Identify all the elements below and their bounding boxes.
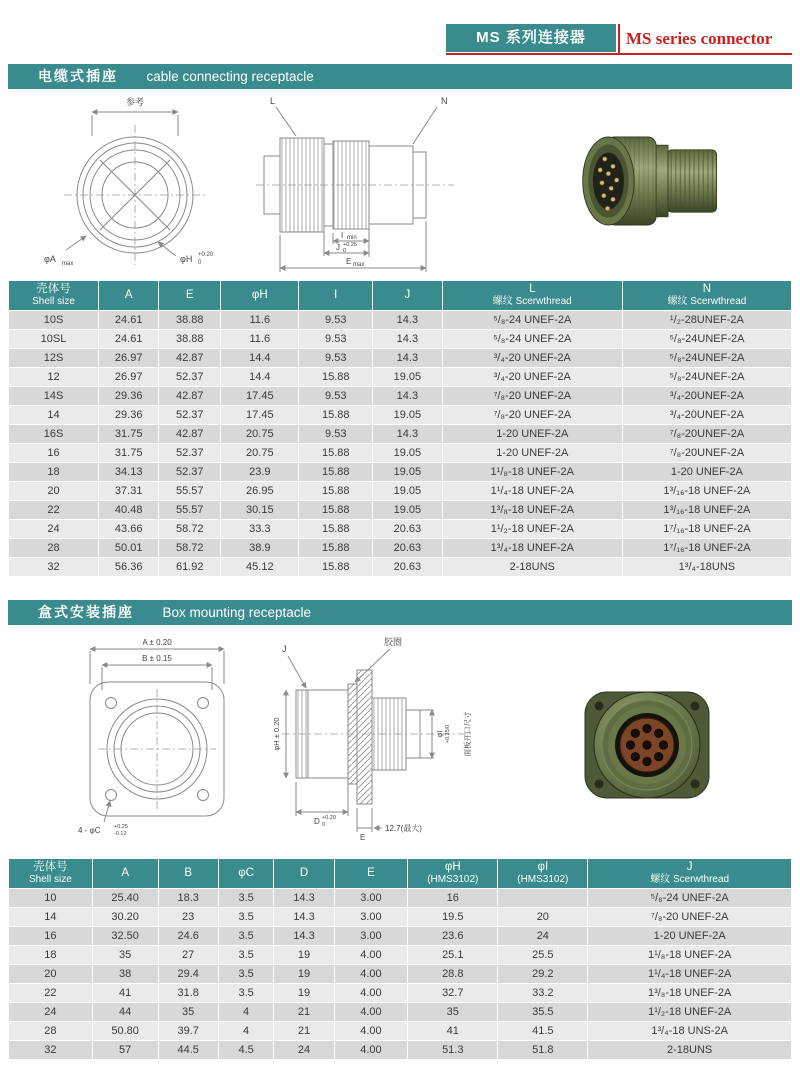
table-cell: 22 <box>9 984 93 1003</box>
table-cell: 41.5 <box>498 1022 588 1041</box>
table-cell: 29.36 <box>99 406 159 425</box>
table-cell: 32.50 <box>92 927 158 946</box>
dim-J-label: J <box>282 644 287 654</box>
table-row <box>9 311 792 330</box>
table-cell: 58.72 <box>159 539 221 558</box>
table-cell: 61.92 <box>159 558 221 577</box>
table-cell: 26.97 <box>99 368 159 387</box>
table-row <box>9 539 792 558</box>
column-header: φI (HMS3102) <box>498 859 588 889</box>
table-cell: 1¹/₄-18 UNEF-2A <box>588 965 792 984</box>
table-cell: 18 <box>9 946 93 965</box>
table-cell: 20.63 <box>373 539 443 558</box>
dim-B-label: B ± 0.15 <box>142 654 172 663</box>
table-cell: 52.37 <box>159 368 221 387</box>
table-cell: 51.3 <box>408 1041 498 1060</box>
table-cell: 26.95 <box>221 482 299 501</box>
table-cell: 2-18UNS <box>588 1041 792 1060</box>
table-cell: 25.1 <box>408 946 498 965</box>
table-cell: 2-18UNS <box>442 558 622 577</box>
table-cell: 3.5 <box>218 946 274 965</box>
table-cell: 14 <box>9 406 99 425</box>
column-header: J 螺纹 Scerwthread <box>588 859 792 889</box>
table-row <box>9 387 792 406</box>
box-side-geometry <box>282 649 472 832</box>
table-cell: ⁷/₈-20UNEF-2A <box>622 425 791 444</box>
table-cell: 20.75 <box>221 425 299 444</box>
dim-A-label: A ± 0.20 <box>142 638 172 647</box>
table-cell: 16 <box>408 889 498 908</box>
table-cell: 19.05 <box>373 463 443 482</box>
table-row <box>9 558 792 577</box>
table-cell: 31.8 <box>158 984 218 1003</box>
table-row <box>9 946 792 965</box>
table-cell: 55.57 <box>159 501 221 520</box>
table-cell: 17.45 <box>221 406 299 425</box>
table-row <box>9 1041 792 1060</box>
table-cell: 38.88 <box>159 330 221 349</box>
table-row <box>9 1022 792 1041</box>
dim-I-label: I <box>341 231 344 240</box>
table-cell: 1⁷/₁₆-18 UNEF-2A <box>622 539 791 558</box>
table-cell: 19.05 <box>373 444 443 463</box>
table-cell: ⁵/₈-24UNEF-2A <box>622 330 791 349</box>
dim-E-sub: max <box>353 262 365 268</box>
table-cell: 31.75 <box>99 425 159 444</box>
table-cell: 3.00 <box>334 908 408 927</box>
section-heading-cable <box>8 64 792 89</box>
table-cell: 12 <box>9 368 99 387</box>
table-cell: 56.36 <box>99 558 159 577</box>
table-cell: 18 <box>9 463 99 482</box>
table-cell: 19.05 <box>373 406 443 425</box>
connector-photo-receptacle <box>565 680 730 810</box>
table-cell: 14.3 <box>373 387 443 406</box>
table-cell: 14.3 <box>274 889 334 908</box>
table-cell: ³/₄-20UNEF-2A <box>622 406 791 425</box>
box-side-view-drawing <box>268 632 483 844</box>
dim-J-tol-bot: 0 <box>343 248 347 254</box>
table-cell: ⁷/₈-20 UNEF-2A <box>588 908 792 927</box>
table-cell: 9.53 <box>299 311 373 330</box>
table-cell: 1¹/₈-18 UNEF-2A <box>588 946 792 965</box>
table-row <box>9 501 792 520</box>
table-cell: 4.00 <box>334 1022 408 1041</box>
table-cell: 23.9 <box>221 463 299 482</box>
table-row <box>9 463 792 482</box>
table-cell: 10SL <box>9 330 99 349</box>
table-cell: 16 <box>9 927 93 946</box>
table-cell: 52.37 <box>159 444 221 463</box>
table-cell: 14.3 <box>274 927 334 946</box>
table-cell: 42.87 <box>159 387 221 406</box>
table-cell: 42.87 <box>159 425 221 444</box>
table-cell: 20.63 <box>373 558 443 577</box>
table-cell: 39.7 <box>158 1022 218 1041</box>
table-cell: 19.05 <box>373 368 443 387</box>
table-cell: 14.4 <box>221 368 299 387</box>
table-cell: 43.66 <box>99 520 159 539</box>
table-cell: 20.63 <box>373 520 443 539</box>
table-cell: 3.5 <box>218 927 274 946</box>
table-cell: 40.48 <box>99 501 159 520</box>
table-cell: 37.31 <box>99 482 159 501</box>
table-cell: 24.6 <box>158 927 218 946</box>
table-cell: 19 <box>274 984 334 1003</box>
table-cell: 29.36 <box>99 387 159 406</box>
table-cell: 34.13 <box>99 463 159 482</box>
dim-C-label: 4 - φC <box>78 826 101 835</box>
table-row <box>9 368 792 387</box>
cable-side-view-drawing <box>248 92 463 277</box>
dim-phiA-label: φA <box>44 254 56 264</box>
table-cell: 3.5 <box>218 965 274 984</box>
table-cell: 28.8 <box>408 965 498 984</box>
table-cell: 14.3 <box>373 311 443 330</box>
table-cell: 24.61 <box>99 330 159 349</box>
column-header: φC <box>218 859 274 889</box>
table-cell: 58.72 <box>159 520 221 539</box>
table-cell: 41 <box>408 1022 498 1041</box>
table-cell: 24 <box>274 1041 334 1060</box>
table-cell: ⁵/₈-24UNEF-2A <box>622 349 791 368</box>
table-row <box>9 406 792 425</box>
table-cell: 10S <box>9 311 99 330</box>
table-row <box>9 1003 792 1022</box>
table-cell: 3.5 <box>218 908 274 927</box>
dim-phiH-label: φH <box>180 254 193 264</box>
column-header: A <box>92 859 158 889</box>
page-title-zh: MS 系列连接器 <box>446 24 616 52</box>
table-cell: 4.00 <box>334 984 408 1003</box>
table-cell: 4.00 <box>334 965 408 984</box>
receptacle-sockets <box>626 724 668 766</box>
column-header: E <box>334 859 408 889</box>
header-row <box>9 281 792 311</box>
table-cell: 14.3 <box>373 425 443 444</box>
table-cell: 4 <box>218 1022 274 1041</box>
table-cell: 9.53 <box>299 425 373 444</box>
table-cell: 3.00 <box>334 889 408 908</box>
table-cell: 1³/₈-18 UNEF-2A <box>588 984 792 1003</box>
table-cell: 27 <box>158 946 218 965</box>
section-heading-box <box>8 600 792 625</box>
table-row <box>9 482 792 501</box>
dim-phiI-label: φI <box>435 730 444 738</box>
table-cell: 57 <box>92 1041 158 1060</box>
table-cell: 10 <box>9 889 93 908</box>
table-row <box>9 908 792 927</box>
table-cell: 4.00 <box>334 1003 408 1022</box>
table-cell: 15.88 <box>299 520 373 539</box>
table-cell: ⁷/₈-20UNEF-2A <box>622 444 791 463</box>
table-cell: 33.2 <box>498 984 588 1003</box>
column-header: B <box>158 859 218 889</box>
table-cell: 31.75 <box>99 444 159 463</box>
dim-I-sub: min <box>347 235 357 241</box>
table-cell: 24 <box>9 520 99 539</box>
column-header: 壳体号 Shell size <box>9 859 93 889</box>
table-cell: 26.97 <box>99 349 159 368</box>
table-cell: 3.5 <box>218 984 274 1003</box>
table-cell: 45.12 <box>221 558 299 577</box>
dim-E-label: E <box>360 833 366 842</box>
table-cell: 51.8 <box>498 1041 588 1060</box>
table-row <box>9 330 792 349</box>
column-header: E <box>159 281 221 311</box>
table-cell: 3.00 <box>334 927 408 946</box>
table-cell: 15.88 <box>299 406 373 425</box>
table-cell: ³/₄-20UNEF-2A <box>622 387 791 406</box>
dim-L-label: L <box>270 96 276 106</box>
table-cell: 1-20 UNEF-2A <box>442 425 622 444</box>
table-cell: 35 <box>92 946 158 965</box>
box-flange-front-drawing <box>62 636 252 841</box>
table-cell: 50.80 <box>92 1022 158 1041</box>
dim-J-tol-top: +0.25 <box>343 242 357 248</box>
table-cell: 1¹/₄-18 UNEF-2A <box>442 482 622 501</box>
table-row <box>9 927 792 946</box>
table-cell: 28 <box>9 1022 93 1041</box>
table-cell: 17.45 <box>221 387 299 406</box>
table-cell: 9.53 <box>299 349 373 368</box>
table-cell <box>498 889 588 908</box>
table-cell: 35.5 <box>498 1003 588 1022</box>
dim-E-label: E <box>346 257 352 266</box>
table-cell: 14 <box>9 908 93 927</box>
cable-receptacle-table <box>8 280 792 577</box>
table-cell: 28 <box>9 539 99 558</box>
table-row <box>9 444 792 463</box>
table-cell: 44 <box>92 1003 158 1022</box>
section-box-title-zh: 盒式安装插座 <box>38 604 134 620</box>
table-cell: 1³/₄-18 UNS-2A <box>588 1022 792 1041</box>
table-cell: 4.00 <box>334 946 408 965</box>
table-cell: 1⁷/₁₆-18 UNEF-2A <box>622 520 791 539</box>
table-cell: 21 <box>274 1003 334 1022</box>
table-cell: 9.53 <box>299 387 373 406</box>
table-cell: 14.3 <box>373 349 443 368</box>
table-cell: 24 <box>498 927 588 946</box>
table-cell: 3.5 <box>218 889 274 908</box>
dim-C-tol-bot: -0.12 <box>114 831 127 837</box>
table-row <box>9 349 792 368</box>
table-cell: ⁵/₈-24 UNEF-2A <box>442 330 622 349</box>
table-cell: 14S <box>9 387 99 406</box>
dim-N-label: N <box>441 96 448 106</box>
table-cell: 20 <box>498 908 588 927</box>
table-cell: 30.15 <box>221 501 299 520</box>
table-cell: 1³/₁₆-18 UNEF-2A <box>622 501 791 520</box>
table-cell: 15.88 <box>299 501 373 520</box>
connector-photo-plug <box>556 126 736 236</box>
table-cell: 25.40 <box>92 889 158 908</box>
table-cell: 1¹/₈-18 UNEF-2A <box>442 463 622 482</box>
gasket-label: 胶圈 <box>384 637 403 647</box>
table-cell: 15.88 <box>299 539 373 558</box>
table-cell: 1¹/₂-18 UNEF-2A <box>442 520 622 539</box>
table-cell: 1³/₈-18 UNEF-2A <box>442 501 622 520</box>
table-cell: 32.7 <box>408 984 498 1003</box>
table-cell: 52.37 <box>159 463 221 482</box>
table-row <box>9 889 792 908</box>
table-cell: 29.2 <box>498 965 588 984</box>
table-row <box>9 425 792 444</box>
table-cell: 38.9 <box>221 539 299 558</box>
table-cell: 19 <box>274 965 334 984</box>
column-header: L 螺纹 Scerwthread <box>442 281 622 311</box>
table-cell: 22 <box>9 501 99 520</box>
table-cell: 24.61 <box>99 311 159 330</box>
table-cell: 15.88 <box>299 558 373 577</box>
max-thickness-note: 12.7(最大) <box>385 824 422 833</box>
table-cell: 15.88 <box>299 444 373 463</box>
page-title-en: MS series connector <box>626 29 773 48</box>
flange-geometry <box>90 649 224 822</box>
front-view-geometry <box>64 112 206 265</box>
dim-phiH-tol-top: +0.20 <box>198 252 214 258</box>
dim-D-label: D <box>314 817 320 826</box>
table-row <box>9 965 792 984</box>
table-cell: ⁵/₈-24 UNEF-2A <box>442 311 622 330</box>
section-cable-title-en: cable connecting receptacle <box>146 69 314 84</box>
table-cell: 18.3 <box>158 889 218 908</box>
table-cell: ¹/₂-28UNEF-2A <box>622 311 791 330</box>
table-cell: 1³/₄-18UNS <box>622 558 791 577</box>
table-cell: 4 <box>218 1003 274 1022</box>
column-header: I <box>299 281 373 311</box>
table-cell: 50.01 <box>99 539 159 558</box>
section-cable-title-zh: 电缆式插座 <box>38 68 118 84</box>
table-cell: 38.88 <box>159 311 221 330</box>
table-cell: 1³/₄-18 UNEF-2A <box>442 539 622 558</box>
table-cell: 23 <box>158 908 218 927</box>
column-header: J <box>373 281 443 311</box>
table-cell: 35 <box>408 1003 498 1022</box>
table-cell: 15.88 <box>299 482 373 501</box>
table-cell: 15.88 <box>299 463 373 482</box>
table-cell: 14.3 <box>373 330 443 349</box>
table-cell: 14.3 <box>274 908 334 927</box>
table-cell: 19 <box>274 946 334 965</box>
column-header: N 螺纹 Scerwthread <box>622 281 791 311</box>
dim-C-tol-top: +0.25 <box>114 824 128 830</box>
cable-front-view-drawing <box>40 92 235 272</box>
table-cell: 25.5 <box>498 946 588 965</box>
dim-D-tol-top: +0.20 <box>322 815 336 821</box>
table-cell: ⁵/₈-24UNEF-2A <box>622 368 791 387</box>
table-cell: ⁷/₈-20 UNEF-2A <box>442 387 622 406</box>
table-cell: 41 <box>92 984 158 1003</box>
dim-ref-label: 参考 <box>125 97 145 107</box>
table-cell: 16S <box>9 425 99 444</box>
dim-phiI-tol: +0.35/0 <box>445 724 451 744</box>
table-cell: 1-20 UNEF-2A <box>622 463 791 482</box>
header-row <box>9 859 792 889</box>
section-box-title-en: Box mounting receptacle <box>162 605 312 620</box>
table-cell: 9.53 <box>299 330 373 349</box>
table-cell: 14.4 <box>221 349 299 368</box>
table-cell: 52.37 <box>159 406 221 425</box>
dim-D-tol-bot: 0 <box>322 822 326 828</box>
dim-phiH-tol-bot: 0 <box>198 260 202 266</box>
table-cell: 19.05 <box>373 482 443 501</box>
table-cell: 19.5 <box>408 908 498 927</box>
column-header: D <box>274 859 334 889</box>
table-cell: 19.05 <box>373 501 443 520</box>
title-underline <box>446 53 792 55</box>
table-cell: 32 <box>9 558 99 577</box>
table-row <box>9 984 792 1003</box>
dim-J-label: J <box>336 243 340 252</box>
table-cell: 24 <box>9 1003 93 1022</box>
table-cell: ³/₄-20 UNEF-2A <box>442 368 622 387</box>
table-cell: 11.6 <box>221 311 299 330</box>
table-cell: 12S <box>9 349 99 368</box>
table-cell: 15.88 <box>299 368 373 387</box>
table-cell: 1-20 UNEF-2A <box>442 444 622 463</box>
table-cell: 1¹/₂-18 UNEF-2A <box>588 1003 792 1022</box>
dim-phiA-sub: max <box>62 261 74 267</box>
title-divider <box>618 24 620 53</box>
table-cell: 21 <box>274 1022 334 1041</box>
table-row <box>9 520 792 539</box>
box-mounting-table <box>8 858 792 1060</box>
table-cell: ⁷/₈-20 UNEF-2A <box>442 406 622 425</box>
table-cell: 1³/₁₆-18 UNEF-2A <box>622 482 791 501</box>
table-cell: 55.57 <box>159 482 221 501</box>
table-cell: 20 <box>9 965 93 984</box>
table-cell: 30.20 <box>92 908 158 927</box>
column-header: φH <box>221 281 299 311</box>
table-cell: 35 <box>158 1003 218 1022</box>
table-cell: 42.87 <box>159 349 221 368</box>
table-cell: ³/₄-20 UNEF-2A <box>442 349 622 368</box>
column-header: φH (HMS3102) <box>408 859 498 889</box>
column-header: A <box>99 281 159 311</box>
table-cell: 16 <box>9 444 99 463</box>
dim-phiH-label: φH ± 0.20 <box>272 717 281 751</box>
table-cell: 4.5 <box>218 1041 274 1060</box>
table-cell: 4.00 <box>334 1041 408 1060</box>
table-cell: 32 <box>9 1041 93 1060</box>
table-cell: 33.3 <box>221 520 299 539</box>
table-cell: 1-20 UNEF-2A <box>588 927 792 946</box>
table-cell: 29.4 <box>158 965 218 984</box>
table-cell: 23.6 <box>408 927 498 946</box>
table-cell: 44.5 <box>158 1041 218 1060</box>
table-cell: 20 <box>9 482 99 501</box>
table-cell: 11.6 <box>221 330 299 349</box>
table-cell: 38 <box>92 965 158 984</box>
panel-cutout-note: 面板开口尺寸 <box>463 711 472 757</box>
table-cell: 20.75 <box>221 444 299 463</box>
table-cell: ⁵/₈-24 UNEF-2A <box>588 889 792 908</box>
column-header: 壳体号 Shell size <box>9 281 99 311</box>
